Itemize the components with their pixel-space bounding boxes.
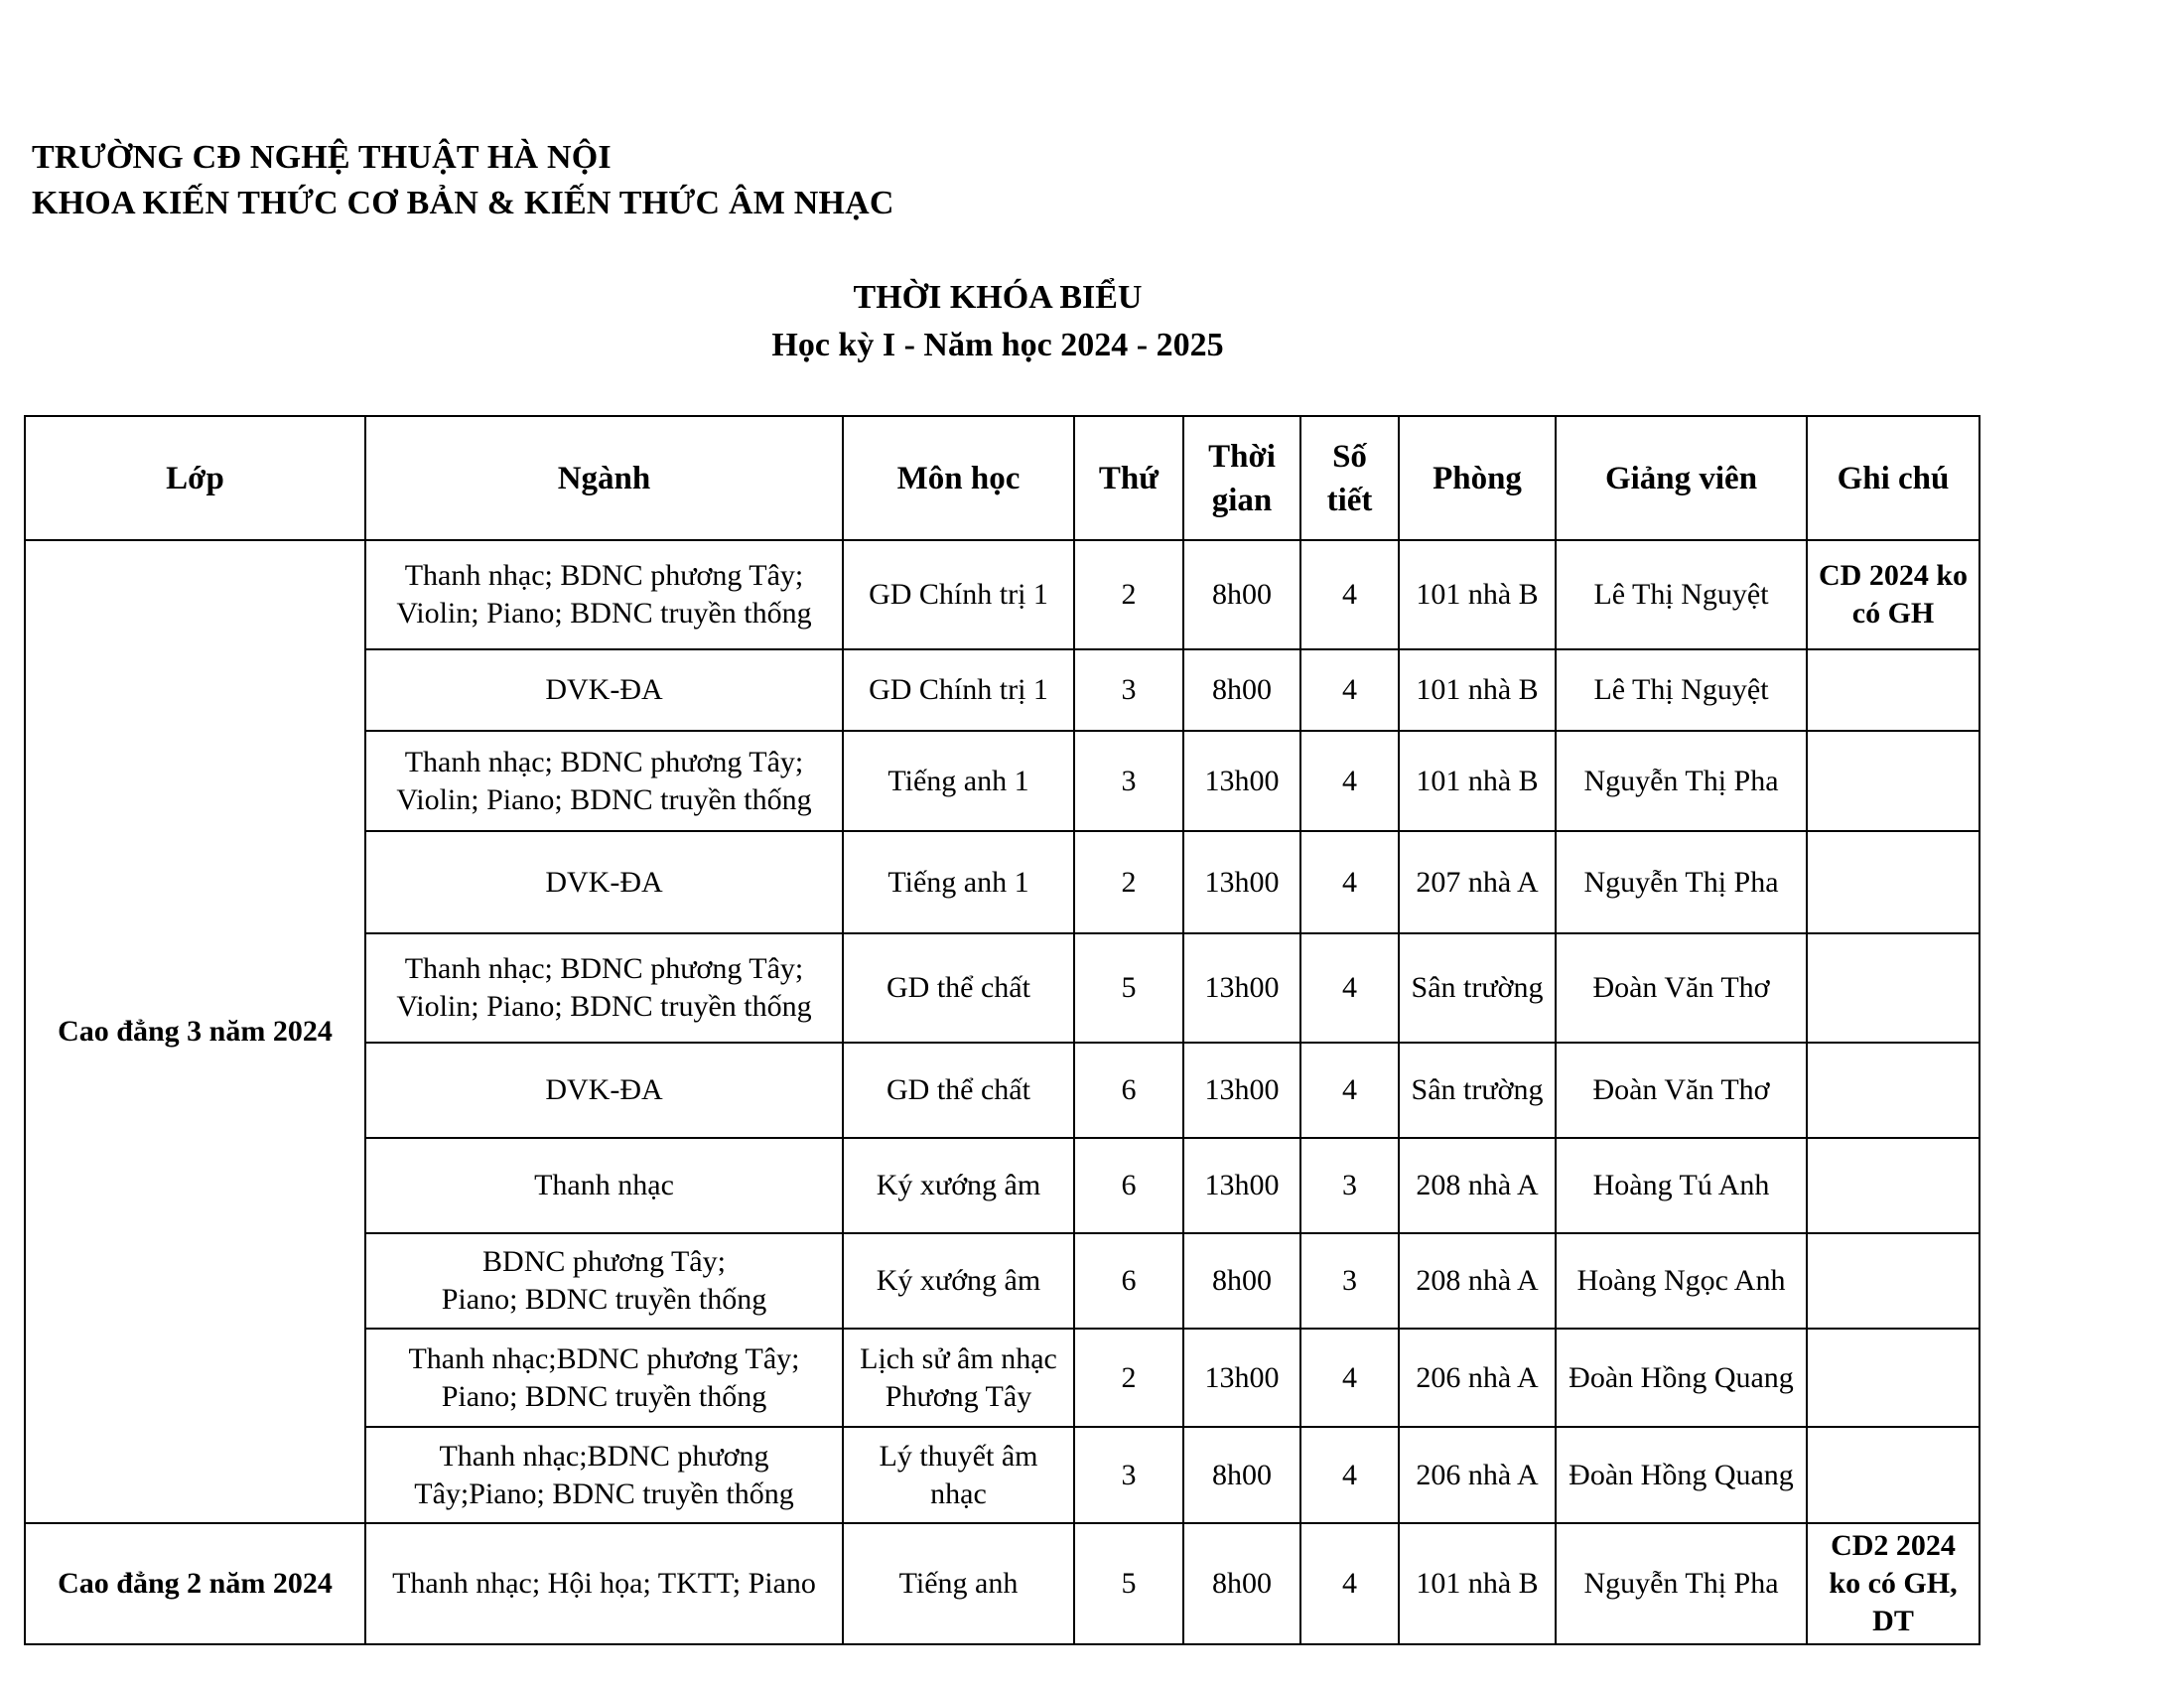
cell-thoigian: 13h00 <box>1183 1138 1300 1233</box>
cell-monhoc: GD Chính trị 1 <box>843 540 1074 649</box>
timetable <box>24 415 1980 1645</box>
cell-sotiet: 4 <box>1300 1523 1399 1644</box>
page-subtitle: Học kỳ I - Năm học 2024 - 2025 <box>771 327 1224 363</box>
cell-monhoc: Tiếng anh <box>843 1523 1074 1644</box>
cell-phong: 208 nhà A <box>1399 1233 1556 1329</box>
cell-giangvien: Lê Thị Nguyệt <box>1556 540 1807 649</box>
cell-ghichu <box>1807 731 1979 831</box>
cell-thoigian: 8h00 <box>1183 540 1300 649</box>
cell-sotiet: 3 <box>1300 1233 1399 1329</box>
table-header-row <box>25 416 1979 540</box>
cell-monhoc: Ký xướng âm <box>843 1138 1074 1233</box>
col-header-nganh: Ngành <box>365 416 843 540</box>
cell-thu: 6 <box>1074 1138 1183 1233</box>
cell-phong: 101 nhà B <box>1399 1523 1556 1644</box>
cell-ghichu <box>1807 1138 1979 1233</box>
cell-nganh: Thanh nhạc; BDNC phương Tây; Violin; Piano; BDNC truyền thống <box>365 731 843 831</box>
cell-giangvien: Nguyễn Thị Pha <box>1556 831 1807 933</box>
cell-phong: Sân trường <box>1399 1043 1556 1138</box>
cell-phong: 101 nhà B <box>1399 649 1556 731</box>
cell-sotiet: 4 <box>1300 649 1399 731</box>
cell-ghichu <box>1807 1329 1979 1427</box>
cell-phong: Sân trường <box>1399 933 1556 1043</box>
cell-nganh: Thanh nhạc;BDNC phương Tây;Piano; BDNC truyền thống <box>365 1427 843 1523</box>
col-header-ghichu: Ghi chú <box>1807 416 1979 540</box>
col-header-lop: Lớp <box>25 416 365 540</box>
cell-sotiet: 4 <box>1300 1329 1399 1427</box>
cell-nganh: Thanh nhạc; BDNC phương Tây; Violin; Piano; BDNC truyền thống <box>365 540 843 649</box>
cell-ghichu <box>1807 649 1979 731</box>
cell-monhoc: GD thể chất <box>843 1043 1074 1138</box>
cell-thu: 3 <box>1074 1427 1183 1523</box>
col-header-phong: Phòng <box>1399 416 1556 540</box>
cell-giangvien: Đoàn Hồng Quang <box>1556 1329 1807 1427</box>
cell-phong: 208 nhà A <box>1399 1138 1556 1233</box>
cell-ghichu <box>1807 933 1979 1043</box>
page-title: THỜI KHÓA BIỂU <box>853 279 1143 316</box>
cell-phong: 101 nhà B <box>1399 540 1556 649</box>
cell-thoigian: 8h00 <box>1183 1523 1300 1644</box>
col-header-giangvien: Giảng viên <box>1556 416 1807 540</box>
cell-thoigian: 8h00 <box>1183 1233 1300 1329</box>
cell-giangvien: Đoàn Hồng Quang <box>1556 1427 1807 1523</box>
col-header-monhoc: Môn học <box>843 416 1074 540</box>
cell-nganh: Thanh nhạc;BDNC phương Tây; Piano; BDNC truyền thống <box>365 1329 843 1427</box>
cell-thu: 2 <box>1074 540 1183 649</box>
cell-thu: 3 <box>1074 731 1183 831</box>
col-header-thu: Thứ <box>1074 416 1183 540</box>
col-header-sotiet: Số tiết <box>1300 416 1399 540</box>
cell-thoigian: 13h00 <box>1183 831 1300 933</box>
cell-sotiet: 4 <box>1300 731 1399 831</box>
cell-giangvien: Hoàng Ngọc Anh <box>1556 1233 1807 1329</box>
cell-ghichu: CD 2024 ko có GH <box>1807 540 1979 649</box>
cell-nganh: DVK-ĐA <box>365 831 843 933</box>
cell-thoigian: 13h00 <box>1183 731 1300 831</box>
cell-ghichu <box>1807 1427 1979 1523</box>
cell-thu: 5 <box>1074 1523 1183 1644</box>
cell-monhoc: Tiếng anh 1 <box>843 831 1074 933</box>
cell-phong: 206 nhà A <box>1399 1329 1556 1427</box>
cell-ghichu <box>1807 1043 1979 1138</box>
cell-thu: 6 <box>1074 1043 1183 1138</box>
cell-phong: 207 nhà A <box>1399 831 1556 933</box>
cell-giangvien: Đoàn Văn Thơ <box>1556 1043 1807 1138</box>
cell-nganh: Thanh nhạc <box>365 1138 843 1233</box>
cell-nganh: DVK-ĐA <box>365 1043 843 1138</box>
cell-phong: 206 nhà A <box>1399 1427 1556 1523</box>
cell-nganh: DVK-ĐA <box>365 649 843 731</box>
cell-sotiet: 4 <box>1300 831 1399 933</box>
cell-nganh: Thanh nhạc; BDNC phương Tây; Violin; Piano; BDNC truyền thống <box>365 933 843 1043</box>
cell-monhoc: GD thể chất <box>843 933 1074 1043</box>
table-row <box>25 540 1979 649</box>
cell-sotiet: 4 <box>1300 1427 1399 1523</box>
cell-monhoc: GD Chính trị 1 <box>843 649 1074 731</box>
cell-thu: 3 <box>1074 649 1183 731</box>
cell-nganh: Thanh nhạc; Hội họa; TKTT; Piano <box>365 1523 843 1644</box>
cell-sotiet: 4 <box>1300 1043 1399 1138</box>
cell-thu: 2 <box>1074 831 1183 933</box>
cell-ghichu <box>1807 1233 1979 1329</box>
cell-thoigian: 13h00 <box>1183 933 1300 1043</box>
cell-thu: 5 <box>1074 933 1183 1043</box>
cell-giangvien: Lê Thị Nguyệt <box>1556 649 1807 731</box>
faculty-name: KHOA KIẾN THỨC CƠ BẢN & KIẾN THỨC ÂM NHẠC <box>32 185 894 221</box>
col-header-thoigian: Thời gian <box>1183 416 1300 540</box>
cell-ghichu: CD2 2024 ko có GH, DT <box>1807 1523 1979 1644</box>
cell-thoigian: 8h00 <box>1183 1427 1300 1523</box>
cell-thu: 2 <box>1074 1329 1183 1427</box>
cell-sotiet: 3 <box>1300 1138 1399 1233</box>
cell-monhoc: Lý thuyết âm nhạc <box>843 1427 1074 1523</box>
cell-nganh: BDNC phương Tây; Piano; BDNC truyền thống <box>365 1233 843 1329</box>
cell-sotiet: 4 <box>1300 933 1399 1043</box>
cell-sotiet: 4 <box>1300 540 1399 649</box>
cell-giangvien: Đoàn Văn Thơ <box>1556 933 1807 1043</box>
cell-giangvien: Hoàng Tú Anh <box>1556 1138 1807 1233</box>
school-name: TRƯỜNG CĐ NGHỆ THUẬT HÀ NỘI <box>32 139 612 176</box>
cell-thu: 6 <box>1074 1233 1183 1329</box>
cell-monhoc: Ký xướng âm <box>843 1233 1074 1329</box>
class-cell: Cao đẳng 3 năm 2024 <box>25 540 365 1523</box>
cell-phong: 101 nhà B <box>1399 731 1556 831</box>
cell-thoigian: 13h00 <box>1183 1329 1300 1427</box>
table-row <box>25 1523 1979 1644</box>
cell-monhoc: Tiếng anh 1 <box>843 731 1074 831</box>
cell-thoigian: 8h00 <box>1183 649 1300 731</box>
class-cell: Cao đẳng 2 năm 2024 <box>25 1523 365 1644</box>
cell-ghichu <box>1807 831 1979 933</box>
cell-giangvien: Nguyễn Thị Pha <box>1556 731 1807 831</box>
cell-giangvien: Nguyễn Thị Pha <box>1556 1523 1807 1644</box>
cell-monhoc: Lịch sử âm nhạc Phương Tây <box>843 1329 1074 1427</box>
cell-thoigian: 13h00 <box>1183 1043 1300 1138</box>
